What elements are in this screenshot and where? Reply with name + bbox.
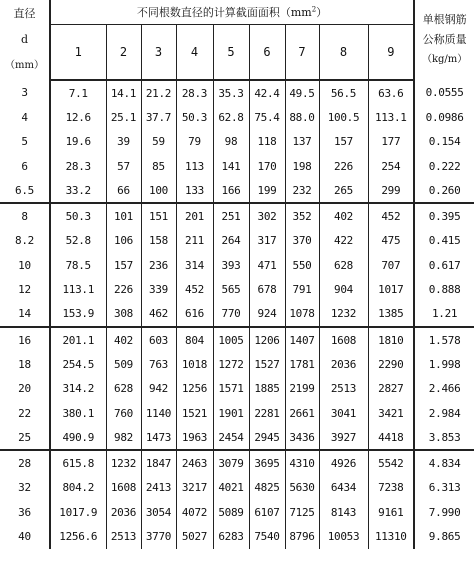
area-cell: 28.3	[176, 80, 213, 105]
area-cell: 85	[141, 154, 176, 178]
area-cell: 299	[368, 178, 414, 203]
area-title-text: 不同根数直径的计算截面面积（mm	[136, 6, 312, 19]
area-cell: 118	[249, 130, 285, 154]
area-cell: 57	[106, 154, 141, 178]
area-cell: 763	[141, 352, 176, 376]
area-cell: 5630	[285, 476, 319, 500]
area-cell: 14.1	[106, 80, 141, 105]
area-cell: 2513	[106, 524, 141, 548]
area-cell: 628	[319, 253, 368, 277]
weight-cell: 0.0555	[414, 80, 474, 105]
area-cell: 904	[319, 277, 368, 301]
diameter-header	[0, 0, 50, 80]
table-row	[0, 302, 474, 327]
area-cell: 50.3	[65, 210, 91, 224]
weight-cell: 9.865	[414, 524, 474, 548]
table-row	[0, 277, 474, 301]
area-cell: 402	[106, 327, 141, 352]
area-cell: 3054	[141, 500, 176, 524]
diameter-cell: 6.5	[0, 178, 50, 203]
area-cell: 157	[319, 130, 368, 154]
area-cell: 50.3	[176, 105, 213, 129]
area-cell: 1256.6	[59, 529, 98, 543]
table-row	[0, 425, 474, 450]
area-cell: 3436	[285, 425, 319, 450]
area-cell: 8143	[319, 500, 368, 524]
area-cell: 37.7	[141, 105, 176, 129]
area-cell: 2827	[368, 377, 414, 401]
area-cell: 471	[249, 253, 285, 277]
diameter-header-line1: 直径	[13, 7, 36, 20]
area-cell: 314	[176, 253, 213, 277]
area-cell: 151	[141, 203, 176, 228]
weight-cell: 0.222	[414, 154, 474, 178]
area-cell: 19.6	[65, 135, 91, 149]
area-cell: 63.6	[368, 80, 414, 105]
area-cell: 4418	[368, 425, 414, 450]
table-row	[0, 524, 474, 548]
area-cell: 2454	[213, 425, 249, 450]
area-cell: 236	[141, 253, 176, 277]
diameter-cell: 10	[0, 253, 50, 277]
weight-cell: 0.395	[414, 203, 474, 228]
area-cell: 12.6	[65, 110, 91, 124]
area-cell: 565	[213, 277, 249, 301]
area-cell: 21.2	[141, 80, 176, 105]
diameter-header-line2: d	[20, 33, 29, 46]
area-cell: 422	[319, 229, 368, 253]
area-title	[50, 0, 414, 25]
area-cell: 7125	[285, 500, 319, 524]
area-cell: 1385	[368, 302, 414, 327]
diameter-cell: 5	[0, 130, 50, 154]
area-cell: 59	[141, 130, 176, 154]
area-cell: 1005	[213, 327, 249, 352]
table-row	[0, 352, 474, 376]
area-cell: 166	[213, 178, 249, 203]
area-cell: 380.1	[62, 406, 95, 420]
area-cell: 35.3	[213, 80, 249, 105]
area-cell: 3079	[213, 450, 249, 475]
area-cell: 6434	[319, 476, 368, 500]
count-header: 4	[176, 25, 213, 81]
table-row	[0, 377, 474, 401]
area-cell: 9161	[368, 500, 414, 524]
weight-cell: 2.984	[414, 401, 474, 425]
area-cell: 1232	[106, 450, 141, 475]
area-cell: 2413	[141, 476, 176, 500]
table-row	[0, 203, 474, 228]
area-cell: 33.2	[50, 178, 106, 203]
area-cell: 11310	[368, 524, 414, 548]
area-cell: 2463	[176, 450, 213, 475]
area-cell: 56.5	[319, 80, 368, 105]
weight-header-line1: 单根钢筋	[422, 13, 467, 26]
table-row	[0, 401, 474, 425]
area-cell: 5089	[213, 500, 249, 524]
area-cell: 628	[106, 377, 141, 401]
table-row	[0, 229, 474, 253]
area-cell: 1527	[249, 352, 285, 376]
weight-cell: 0.260	[414, 178, 474, 203]
table-row	[0, 450, 474, 475]
area-cell: 106	[106, 229, 141, 253]
area-cell: 1078	[285, 302, 319, 327]
weight-header	[414, 0, 474, 80]
area-cell: 1608	[106, 476, 141, 500]
table-row	[0, 130, 474, 154]
area-cell: 678	[249, 277, 285, 301]
weight-cell: 2.466	[414, 377, 474, 401]
area-cell: 8796	[285, 524, 319, 548]
area-cell: 1017.9	[59, 505, 98, 519]
area-cell: 317	[249, 229, 285, 253]
area-cell: 100.5	[319, 105, 368, 129]
diameter-cell: 12	[0, 277, 50, 301]
area-cell: 226	[319, 154, 368, 178]
area-cell: 616	[176, 302, 213, 327]
area-cell: 137	[285, 130, 319, 154]
area-cell: 66	[106, 178, 141, 203]
area-cell: 804	[176, 327, 213, 352]
diameter-header-unit: （mm）	[5, 60, 44, 71]
area-cell: 509	[106, 352, 141, 376]
area-cell: 2945	[249, 425, 285, 450]
area-cell: 2290	[368, 352, 414, 376]
table-row	[0, 105, 474, 129]
area-cell: 1256	[176, 377, 213, 401]
area-cell: 1847	[141, 450, 176, 475]
area-cell: 402	[319, 203, 368, 228]
area-cell: 1206	[249, 327, 285, 352]
area-cell: 339	[141, 277, 176, 301]
area-cell: 1407	[285, 327, 319, 352]
area-cell: 62.8	[213, 105, 249, 129]
area-cell: 4310	[285, 450, 319, 475]
diameter-cell: 8.2	[0, 229, 50, 253]
area-cell: 101	[106, 203, 141, 228]
area-cell: 153.9	[50, 302, 106, 327]
area-cell: 1017	[368, 277, 414, 301]
weight-header-line2: 公称质量	[422, 33, 467, 46]
area-cell: 393	[213, 253, 249, 277]
area-cell: 462	[141, 302, 176, 327]
area-cell: 141	[213, 154, 249, 178]
table-row	[0, 154, 474, 178]
area-cell: 452	[368, 203, 414, 228]
area-cell: 2036	[319, 352, 368, 376]
area-cell: 1232	[319, 302, 368, 327]
area-cell: 1963	[176, 425, 213, 450]
area-cell: 5027	[176, 524, 213, 548]
area-cell: 475	[368, 229, 414, 253]
area-cell: 264	[213, 229, 249, 253]
diameter-cell: 22	[0, 401, 50, 425]
area-cell: 198	[285, 154, 319, 178]
area-cell: 254.5	[62, 357, 95, 371]
area-cell: 49.5	[285, 80, 319, 105]
area-cell: 4926	[319, 450, 368, 475]
area-cell: 2036	[106, 500, 141, 524]
area-cell: 314.2	[62, 382, 95, 396]
area-cell: 982	[106, 425, 141, 450]
diameter-cell: 36	[0, 500, 50, 524]
area-cell: 2199	[285, 377, 319, 401]
area-cell: 1521	[176, 401, 213, 425]
weight-cell: 1.578	[414, 327, 474, 352]
area-cell: 1571	[213, 377, 249, 401]
count-header: 6	[249, 25, 285, 81]
area-cell: 4825	[249, 476, 285, 500]
area-cell: 113	[176, 154, 213, 178]
diameter-cell: 18	[0, 352, 50, 376]
table-row	[0, 80, 474, 105]
area-cell: 170	[249, 154, 285, 178]
area-cell: 7540	[249, 524, 285, 548]
area-cell: 1885	[249, 377, 285, 401]
diameter-cell: 8	[0, 203, 50, 228]
area-cell: 88.0	[285, 105, 319, 129]
area-cell: 113.1	[62, 283, 95, 297]
count-header: 7	[285, 25, 319, 81]
table-body	[0, 80, 474, 549]
area-cell: 113.1	[368, 105, 414, 129]
area-cell: 2281	[249, 401, 285, 425]
area-cell: 98	[213, 130, 249, 154]
area-cell: 1473	[141, 425, 176, 450]
area-cell: 75.4	[249, 105, 285, 129]
area-cell: 791	[285, 277, 319, 301]
area-cell: 4021	[213, 476, 249, 500]
table-row	[0, 253, 474, 277]
count-header: 5	[213, 25, 249, 81]
area-cell: 5542	[368, 450, 414, 475]
diameter-cell: 4	[0, 105, 50, 129]
diameter-cell: 16	[0, 327, 50, 352]
area-cell: 6283	[213, 524, 249, 548]
area-cell: 452	[176, 277, 213, 301]
area-cell: 370	[285, 229, 319, 253]
area-title-close: ）	[316, 6, 328, 19]
area-cell: 226	[106, 277, 141, 301]
area-cell: 201.1	[62, 333, 95, 347]
area-cell: 1140	[141, 401, 176, 425]
diameter-cell: 14	[0, 302, 50, 327]
weight-cell: 0.617	[414, 253, 474, 277]
area-cell: 25.1	[106, 105, 141, 129]
area-cell: 79	[176, 130, 213, 154]
area-cell: 133	[176, 178, 213, 203]
area-cell: 1608	[319, 327, 368, 352]
area-cell: 1810	[368, 327, 414, 352]
area-cell: 211	[176, 229, 213, 253]
weight-cell: 0.415	[414, 229, 474, 253]
area-cell: 770	[213, 302, 249, 327]
area-cell: 615.8	[62, 457, 95, 471]
area-title-sup: 2	[311, 5, 317, 14]
table-row	[0, 178, 474, 203]
area-cell: 157	[106, 253, 141, 277]
weight-cell: 0.154	[414, 130, 474, 154]
count-header: 1	[50, 25, 106, 81]
area-cell: 199	[249, 178, 285, 203]
area-cell: 158	[141, 229, 176, 253]
diameter-cell: 32	[0, 476, 50, 500]
area-cell: 232	[285, 178, 319, 203]
area-cell: 308	[106, 302, 141, 327]
area-cell: 201	[176, 203, 213, 228]
area-cell: 254	[368, 154, 414, 178]
diameter-cell: 6	[0, 154, 50, 178]
diameter-cell: 3	[0, 80, 50, 105]
area-cell: 3041	[319, 401, 368, 425]
area-cell: 550	[285, 253, 319, 277]
area-cell: 7.1	[68, 86, 88, 100]
area-cell: 603	[141, 327, 176, 352]
weight-header-unit: （kg/m）	[421, 54, 468, 65]
area-cell: 942	[141, 377, 176, 401]
area-cell: 924	[249, 302, 285, 327]
area-cell: 177	[368, 130, 414, 154]
area-cell: 490.9	[50, 425, 106, 450]
area-cell: 1018	[176, 352, 213, 376]
area-cell: 7238	[368, 476, 414, 500]
area-cell: 42.4	[249, 80, 285, 105]
diameter-cell: 20	[0, 377, 50, 401]
count-header: 9	[368, 25, 414, 81]
area-cell: 265	[319, 178, 368, 203]
weight-cell: 0.0986	[414, 105, 474, 129]
area-cell: 3217	[176, 476, 213, 500]
area-cell: 4072	[176, 500, 213, 524]
area-cell: 352	[285, 203, 319, 228]
area-cell: 3770	[141, 524, 176, 548]
area-cell: 100	[141, 178, 176, 203]
weight-cell: 4.834	[414, 450, 474, 475]
area-cell: 251	[213, 203, 249, 228]
weight-cell: 7.990	[414, 500, 474, 524]
weight-cell: 1.998	[414, 352, 474, 376]
diameter-cell: 28	[0, 450, 50, 475]
area-cell: 1781	[285, 352, 319, 376]
area-cell: 302	[249, 203, 285, 228]
weight-cell: 3.853	[414, 425, 474, 450]
area-cell: 2513	[319, 377, 368, 401]
area-cell: 28.3	[65, 159, 91, 173]
weight-cell: 1.21	[414, 302, 474, 327]
weight-cell: 6.313	[414, 476, 474, 500]
count-header: 3	[141, 25, 176, 81]
area-cell: 804.2	[62, 481, 95, 495]
area-cell: 10053	[319, 524, 368, 548]
area-cell: 1272	[213, 352, 249, 376]
area-cell: 78.5	[65, 258, 91, 272]
diameter-cell: 40	[0, 524, 50, 548]
count-header: 2	[106, 25, 141, 81]
area-cell: 1901	[213, 401, 249, 425]
area-cell: 52.8	[65, 234, 91, 248]
area-cell: 2661	[285, 401, 319, 425]
area-cell: 39	[106, 130, 141, 154]
table-row	[0, 327, 474, 352]
table-row	[0, 500, 474, 524]
area-cell: 3695	[249, 450, 285, 475]
weight-cell: 0.888	[414, 277, 474, 301]
count-header: 8	[319, 25, 368, 81]
area-cell: 6107	[249, 500, 285, 524]
area-cell: 707	[368, 253, 414, 277]
diameter-cell: 25	[0, 425, 50, 450]
table-row	[0, 476, 474, 500]
area-cell: 760	[106, 401, 141, 425]
area-cell: 3421	[368, 401, 414, 425]
area-cell: 3927	[319, 425, 368, 450]
